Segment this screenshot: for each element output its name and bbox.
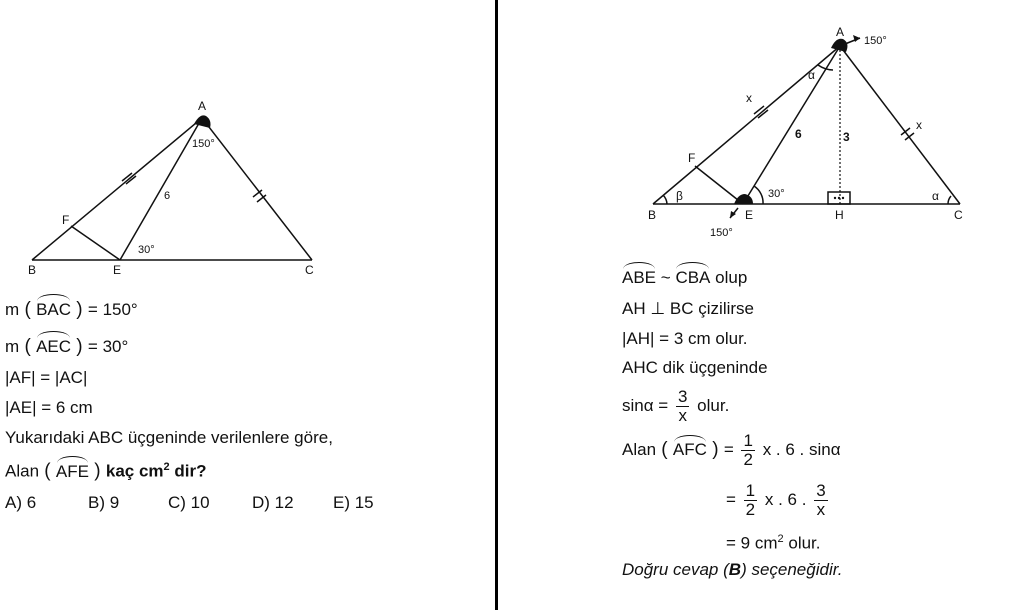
solution-area-substituted: = $\frac{1}{2}$ x . 6 . $\frac{3}{x}$ <box>726 481 826 519</box>
right-label-x-right: x <box>916 118 922 132</box>
right-label-a: A <box>836 25 845 39</box>
solution-perpendicular: AH ⊥ BC çizilirse <box>622 299 754 318</box>
right-triangle-diagram <box>498 0 1031 250</box>
left-label-b: B <box>28 263 37 277</box>
right-label-angle-150-bottom: 150° <box>710 227 733 239</box>
right-label-beta: β <box>676 189 683 203</box>
angle-abe: ABE <box>622 268 657 287</box>
angle-bac: BAC <box>36 300 72 319</box>
right-label-alpha-a: α <box>808 68 815 82</box>
left-label-side-ae: 6 <box>164 190 171 202</box>
right-label-x-left: x <box>746 91 752 105</box>
option-d: D) 12 <box>252 493 294 512</box>
given-ae: |AE| = 6 cm <box>5 398 93 417</box>
correct-answer: Doğru cevap (B) seçeneğidir. <box>622 560 843 579</box>
option-a: A) 6 <box>5 493 37 512</box>
left-label-c: C <box>305 263 314 277</box>
fraction-3-x: $\frac{3}{x}$ <box>677 387 688 425</box>
right-label-angle-30: 30° <box>768 188 785 200</box>
angle-afc: AFC <box>672 439 707 459</box>
solution-similarity: ABE ~ CBA olup <box>622 268 748 287</box>
given-bac: m ( BAC ) = 150° <box>5 299 138 320</box>
angle-afe: AFE <box>55 461 89 481</box>
solution-result: = 9 $cm^2$ olur. <box>726 533 821 553</box>
solution-area: Alan ( AFC ) = $\frac{1}{2}$ x . 6 . sinα <box>622 431 841 469</box>
solution-sin: sinα = $\frac{3}{x}$ olur. <box>622 387 730 425</box>
left-label-f: F <box>62 213 70 227</box>
left-label-e: E <box>113 263 122 277</box>
right-label-alpha-c: α <box>932 189 939 203</box>
left-triangle-diagram <box>0 0 495 290</box>
right-label-c: C <box>954 208 963 222</box>
fraction-1-2-b: $\frac{1}{2}$ <box>745 481 756 519</box>
question-line-2: Alan ( AFE ) kaç $cm^2$ dir? <box>5 460 207 482</box>
angle-cba: CBA <box>675 268 711 287</box>
angle-aec: AEC <box>36 337 72 356</box>
right-label-h: H <box>835 208 844 222</box>
option-c: C) 10 <box>168 493 210 512</box>
fraction-1-2: $\frac{1}{2}$ <box>743 431 753 469</box>
given-af-ac: |AF| = |AC| <box>5 368 88 387</box>
question-line-1: Yukarıdaki ABC üçgeninde verilenlere göre, <box>5 428 333 447</box>
left-label-angle-a: 150° <box>192 138 215 150</box>
solution-ah: |AH| = 3 cm olur. <box>622 329 748 348</box>
option-e: E) 15 <box>333 493 374 512</box>
right-label-e: E <box>745 208 754 222</box>
fraction-3-x-b: $\frac{3}{x}$ <box>816 481 826 519</box>
option-b: B) 9 <box>88 493 120 512</box>
right-label-six: 6 <box>795 127 802 141</box>
solution-ahc: AHC dik üçgeninde <box>622 358 768 377</box>
left-label-angle-e: 30° <box>138 244 155 256</box>
right-label-three: 3 <box>843 130 850 144</box>
right-label-b: B <box>648 208 657 222</box>
given-aec: m ( AEC ) = 30° <box>5 336 129 357</box>
right-label-angle-150-top: 150° <box>864 35 887 47</box>
left-label-a: A <box>198 99 207 113</box>
right-label-f: F <box>688 151 696 165</box>
